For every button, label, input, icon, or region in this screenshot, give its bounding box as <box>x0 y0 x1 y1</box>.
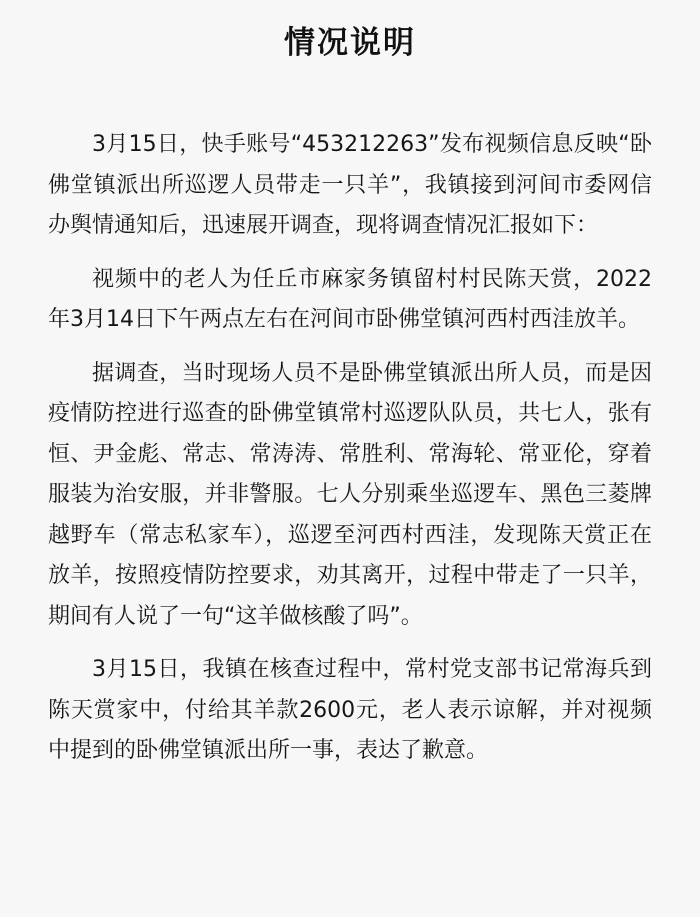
document-body <box>48 125 652 772</box>
paragraph-report-intro: 3月15日，快手账号“453212263”发布视频信息反映“卧佛堂镇派出所巡逻人员带走一只羊”，我镇接到河间市委网信办舆情通知后，迅速展开调查，现将调查情况汇报如下： <box>48 132 652 238</box>
document-title: 情况说明 <box>284 25 416 61</box>
paragraph-elder-identity: 视频中的老人为任丘市麻家务镇留村村民陈天赏，2022年3月14日下午两点左右在河间市卧佛堂镇河西村西洼放羊。 <box>48 266 652 332</box>
paragraph-resolution: 3月15日，我镇在核查过程中，常村党支部书记常海兵到陈天赏家中，付给其羊款2600元，老人表示谅解，并对视频中提到的卧佛堂镇派出所一事，表达了歉意。 <box>48 657 652 763</box>
paragraph-investigation: 据调查，当时现场人员不是卧佛堂镇派出所人员，而是因疫情防控进行巡查的卧佛堂镇常村巡逻队队员，共七人，张有恒、尹金彪、常志、常涛涛、常胜利、常海轮、常亚伦，穿着服装为治安服，并非警服。七人分别乘坐巡逻车、黑色三菱牌越野车（常志私家车），巡逻至河西村西洼，发现陈天赏正在放羊，按照疫情防控要求，劝其离开，过程中带走了一只羊，期间有人说了一句“这羊做核酸了吗”。 <box>48 360 652 629</box>
